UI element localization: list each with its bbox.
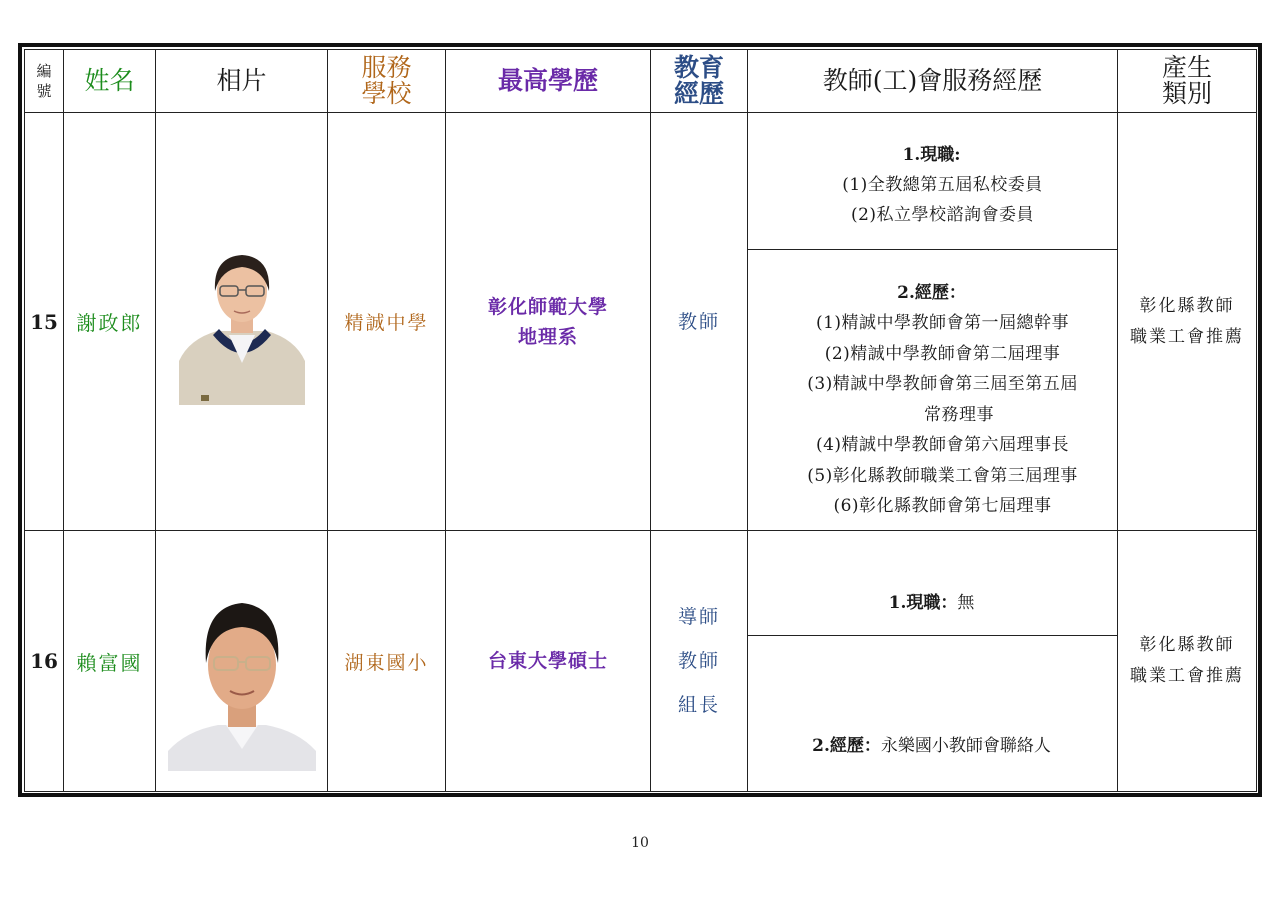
row-number: 16	[25, 531, 64, 792]
candidate-category-line2: 職業工會推薦	[1130, 666, 1244, 686]
current-position-item: (2)私立學校諮詢會委員	[850, 205, 1035, 225]
candidate-education-cell	[651, 113, 748, 531]
header-school	[328, 50, 446, 113]
portrait-photo-icon	[168, 589, 316, 771]
header-number-line2: 號	[36, 82, 52, 100]
header-school-line2: 學校	[361, 79, 412, 108]
candidate-education-item: 教師	[677, 650, 720, 672]
candidate-name: 賴富國	[64, 531, 156, 792]
candidate-category-cell	[1118, 113, 1257, 531]
header-union-service-label: 教師(工)會服務經歷	[822, 66, 1043, 95]
header-photo-label: 相片	[216, 66, 267, 95]
history-cell	[748, 250, 1118, 531]
header-degree-label: 最高學歷	[497, 66, 598, 95]
candidate-degree-line2: 地理系	[517, 325, 578, 348]
history-item: (2)精誠中學教師會第二屆理事	[824, 343, 1061, 364]
candidate-photo	[156, 239, 327, 405]
header-category	[1118, 50, 1257, 113]
candidate-table	[24, 49, 1257, 792]
header-category-line2: 類別	[1161, 79, 1212, 108]
candidate-school: 湖東國小	[328, 531, 446, 792]
current-position-value: 無	[957, 593, 975, 613]
candidate-photo	[156, 551, 327, 771]
candidate-category-cell	[1118, 531, 1257, 792]
history-item: (4)精誠中學教師會第六屆理事長	[815, 435, 1070, 456]
header-education-line2: 經歷	[673, 79, 724, 108]
header-education	[651, 50, 748, 113]
header-photo	[156, 50, 328, 113]
header-name	[64, 50, 156, 113]
header-row	[25, 50, 1257, 113]
history-title: 2.經歷：	[897, 283, 966, 304]
table-row	[25, 113, 1257, 250]
portrait-photo-icon	[179, 239, 305, 405]
candidate-education-item: 導師	[677, 606, 720, 628]
header-number-line1: 編	[36, 62, 52, 80]
header-category-line1: 產生	[1161, 53, 1212, 82]
history-item: (6)彰化縣教師會第七屆理事	[833, 496, 1052, 517]
candidate-photo-cell	[156, 531, 328, 792]
candidate-education-cell	[651, 531, 748, 792]
table-row	[25, 531, 1257, 636]
page-number: 10	[631, 835, 649, 851]
history-value: 永樂國小教師會聯絡人	[880, 735, 1051, 756]
header-school-line1: 服務	[361, 53, 412, 82]
current-position-title: 1.現職：	[888, 593, 958, 613]
candidate-category-line1: 彰化縣教師	[1139, 295, 1235, 316]
history-cell	[748, 636, 1118, 792]
history-item: (1)精誠中學教師會第一屆總幹事	[815, 313, 1070, 334]
history-item: (5)彰化縣教師職業工會第三屆理事	[807, 465, 1078, 486]
header-number	[25, 50, 64, 113]
candidate-category-line1: 彰化縣教師	[1139, 635, 1235, 655]
candidate-education-item: 組長	[677, 694, 720, 716]
history-item-continued: 常務理事	[924, 404, 994, 425]
candidate-photo-cell	[156, 113, 328, 531]
row-number: 15	[25, 113, 64, 531]
history-title: 2.經歷：	[812, 735, 881, 756]
candidate-degree-cell	[446, 113, 651, 531]
candidate-table-frame	[18, 43, 1262, 797]
candidate-category-line2: 職業工會推薦	[1130, 326, 1244, 347]
history-item: (3)精誠中學教師會第三屆至第五屆	[807, 374, 1078, 395]
header-education-line1: 教育	[673, 53, 724, 82]
current-position-cell	[748, 531, 1118, 636]
header-degree	[446, 50, 651, 113]
current-position-title: 1.現職:	[902, 144, 961, 165]
candidate-degree: 台東大學碩士	[446, 531, 651, 792]
current-position-item: (1)全教總第五屆私校委員	[842, 174, 1043, 195]
candidate-name: 謝政郎	[64, 113, 156, 531]
candidate-education-item: 教師	[677, 310, 720, 333]
candidate-school: 精誠中學	[328, 113, 446, 531]
current-position-cell	[748, 113, 1118, 250]
header-union-service	[748, 50, 1118, 113]
header-name-label: 姓名	[84, 66, 135, 95]
candidate-degree-line1: 彰化師範大學	[487, 295, 608, 318]
